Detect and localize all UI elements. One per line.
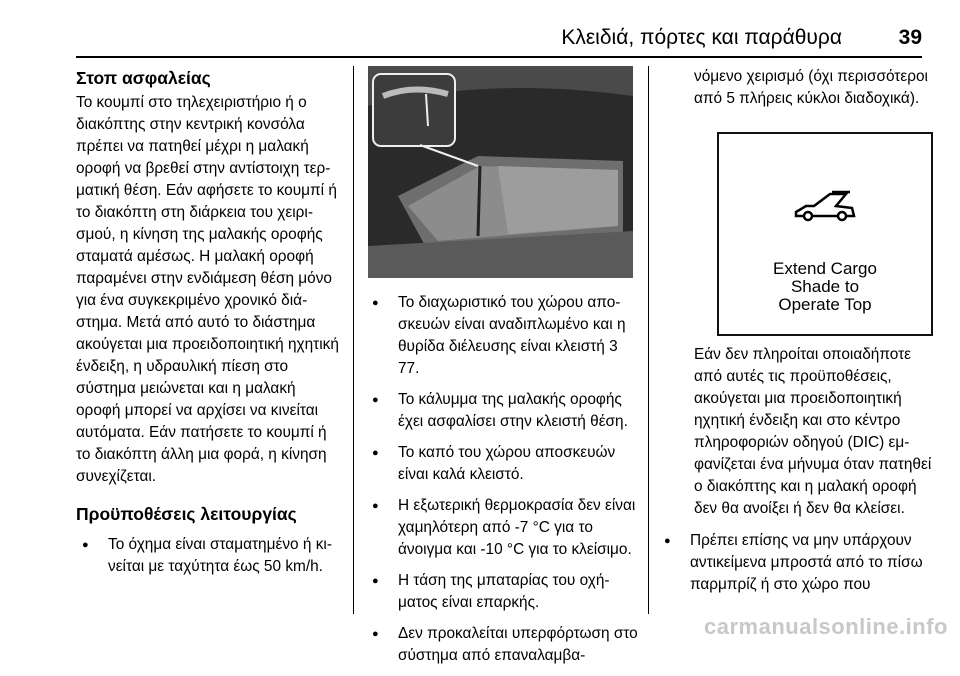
list-item: ● Πρέπει επίσης να μην υπάρχουν αντικείμενα μπροστά από το πίσω παρμπρίζ ή στο χώρο που <box>664 530 934 596</box>
additional-conditions-list <box>664 530 934 596</box>
list-item: ● Το καπό του χώρου αποσκευών είναι καλά κλειστό. <box>372 442 638 486</box>
dic-display <box>717 132 933 336</box>
trunk-photo <box>368 66 633 278</box>
watermark: carmanualsonline.info <box>704 614 948 639</box>
list-item: ● Το όχημα είναι σταματημένο ή κινείται με ταχύτητα έως 50 km/h. <box>82 534 344 578</box>
list-item: ● Η τάση της μπαταρίας του οχήματος είναι επαρκής. <box>372 570 638 614</box>
middle-column <box>372 292 638 676</box>
right-column <box>664 66 934 110</box>
chapter-title: Κλειδιά, πόρτες και παράθυρα <box>561 26 842 49</box>
warning-paragraph: Εάν δεν πληροίται οποιαδήποτε από αυτές τις προϋποθέσεις, ακούγεται μια προειδοποιητική ηχητική ένδειξη και στο κέντρο πληροφοριών οδηγού (DIC) εμφανίζεται ένα μήνυμα όταν πατηθεί ο διακόπτης και η μαλακή οροφή δεν θα ανοίξει ή δεν θα κλείσει. <box>694 346 932 517</box>
subsection-title: Προϋποθέσεις λειτουργίας <box>76 504 297 524</box>
page-number: 39 <box>898 26 922 49</box>
section-title: Στοπ ασφαλείας <box>76 68 211 88</box>
list-item: ● Η εξωτερική θερμοκρασία δεν είναι χαμηλότερη από -7 °C για το άνοιγμα και -10 °C για το κλείσιμο. <box>372 495 638 561</box>
left-column <box>76 66 344 587</box>
safety-stop-paragraph: Το κουμπί στο τηλεχειριστήριο ή ο διακόπτης στην κεντρική κονσόλα πρέπει να πατηθεί μέχρι η μαλακή οροφή να βρεθεί στην αντίστοιχη τερματική θέση. Εάν αφήσετε το κουμπί ή το διακόπτη στη διάρκεια του χειρισμού, η κίνηση της μαλακής οροφής σταματά αμέσως. Η μαλακή οροφή παραμένει στην ενδιάμεση θέση μόνο για ένα συγκεκριμένο χρονικό διάστημα. Μετά από αυτό το διάστημα ακούγεται μια προειδοποιητική ηχητική ένδειξη, η υδραυλική πίεση στο σύστημα μειώνεται και η μαλακή οροφή μπορεί να αρχίσει να κινείται αυτόματα. Εάν πατήσετε το κουμπί ή το διακόπτη άλλη μια φορά, η κίνηση συνεχίζεται. <box>76 94 339 485</box>
dic-message: Extend Cargo Shade to Operate Top <box>773 259 877 314</box>
continued-text: νόμενο χειρισμό (όχι περισσότεροι από 5 πλήρεις κύκλοι διαδοχικά). <box>694 68 928 107</box>
column-divider-right <box>648 66 649 614</box>
column-divider-left <box>353 66 354 614</box>
page-reference: 3 77. <box>398 338 618 377</box>
trunk-illustration <box>368 66 633 278</box>
header-rule <box>76 56 922 58</box>
list-item: ● Το διαχωριστικό του χώρου αποσκευών είναι αναδιπλωμένο και η θυρίδα διέλευσης είναι κλειστή 3 77. <box>372 292 638 380</box>
conditions-list <box>76 534 344 578</box>
conditions-list-continued <box>372 292 638 667</box>
list-item: ● Το κάλυμμα της μαλακής οροφής έχει ασφαλίσει στην κλειστή θέση. <box>372 389 638 433</box>
right-column-lower <box>664 344 934 605</box>
page-header <box>0 0 960 56</box>
convertible-car-icon <box>790 186 860 226</box>
list-item: ● Δεν προκαλείται υπερφόρτωση στο σύστημα από επαναλαμβα- <box>372 623 638 667</box>
